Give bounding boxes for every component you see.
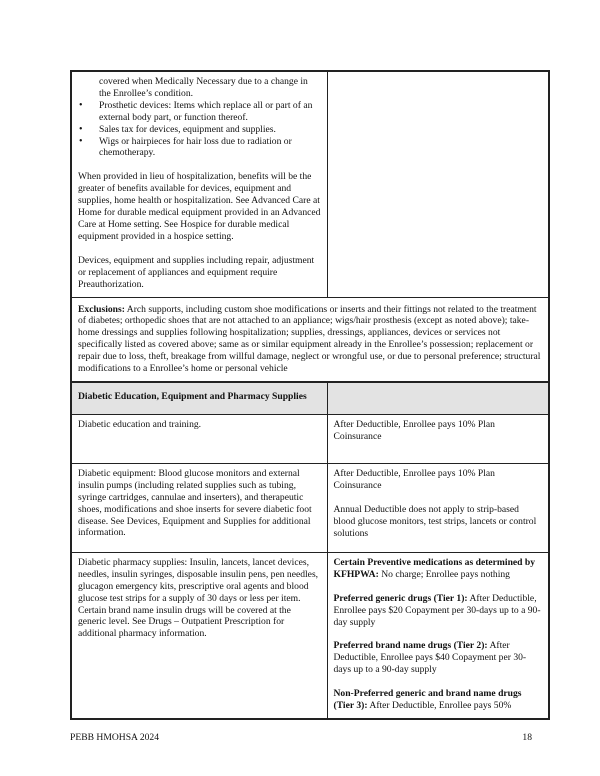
devices-cost-cell [327,71,549,297]
diabetic-benefits-table [70,381,550,720]
preauthorization-paragraph: Devices, equipment and supplies including repair, adjustment or replacement of appliances and equipment require Preauthorization. [78,254,315,290]
section-header-cell [71,382,327,414]
table-row [71,552,549,719]
tier-1 [334,593,543,629]
service-description: Diabetic education and training. [78,418,202,430]
exclusions-cell [71,297,549,384]
table-row [71,414,549,463]
service-cell [71,414,327,463]
service-cell [71,463,327,552]
tier-text: After Deductible, Enrollee pays $40 Copayment per 30-days up to a 90-day supply [333,640,527,676]
tier-label: Preferred brand name drugs (Tier 2): [333,640,488,652]
tier-text: After Deductible, Enrollee pays $20 Copayment per 30-days up to a 90-day supply [333,592,541,628]
document-name: PEBB HMOHSA 2024 [70,732,160,743]
continuation-text: covered when Medically Necessary due to a change in the Enrollee’s condition. [99,76,308,99]
section-title: Diabetic Education, Equipment and Pharmacy Supplies [78,391,307,402]
tier-text: After Deductible, Enrollee pays 50% [367,700,512,712]
bullet-item: • Wigs or hairpieces for hair loss due to radiation or chemotherapy. [78,136,321,160]
cost-note: Annual Deductible does not apply to strip-based blood glucose monitors, test strips, lancets or control solutions [333,503,537,539]
tier-label: Non-Preferred generic and brand name drugs (Tier 3): [333,688,522,712]
service-description: Diabetic pharmacy supplies: Insulin, lancets, lancet devices, needles, insulin syringes, disposable insulin pens, pen needles, glucagon emergency kits, prescriptive oral agents and blood glucose test strips for a supply of 30 days or less per item. Certain brand name insulin drugs will be covered at the generic level. See Drugs – Outpatient Prescription for additional pharmacy information. [78,556,319,640]
cost-text: After Deductible, Enrollee pays 10% Plan Coinsurance [333,467,495,491]
devices-details-row [71,71,549,297]
page-footer [70,732,532,744]
cost-cell [327,414,549,463]
tier-3 [334,688,543,712]
exclusions-row [71,297,549,384]
tier-text: No charge; Enrollee pays nothing [378,568,510,580]
page-number: 18 [522,732,532,743]
devices-bullet-list [78,100,321,160]
devices-details-cell [71,71,327,297]
service-cell [71,552,327,719]
devices-benefits-table [70,70,550,385]
exclusions-label: Exclusions: [78,303,125,315]
section-header-right-cell [327,382,549,414]
cost-cell [327,552,549,719]
tier-preventive [334,557,543,581]
tier-2 [334,640,543,676]
tier-label: Certain Preventive medications as determined by KFHPWA: [333,556,536,580]
cost-text: After Deductible, Enrollee pays 10% Plan Coinsurance [333,418,495,442]
exclusions-text: Arch supports, including custom shoe modifications or inserts and their fittings not related to the treatment of diabetes; orthopedic shoes that are not attached to an appliance; wigs/hair prosthesis (except as noted above); take-home dressings and supplies following hospitalization; supplies, dressings, appliances, devices or services not specifically listed as covered above; same as or similar equipment already in the Enrollee’s possession; replacement or repair due to loss, theft, breakage from willful damage, neglect or wrongful use, or due to personal preference; structural modifications to a Enrollee’s home or personal vehicle [78,303,541,375]
service-description: Diabetic equipment: Blood glucose monitors and external insulin pumps (including related supplies such as tubing, syringe cartridges, cannulae and inserters), and therapeutic shoes, modifications and shoe inserts for severe diabetic foot disease. See Devices, Equipment and Supplies for additional information. [78,467,312,539]
cost-cell [327,463,549,552]
section-header-row [71,382,549,414]
bullet-item: • Prosthetic devices: Items which replace all or part of an external body part, or function thereof. [78,100,321,124]
bullet-item: • Sales tax for devices, equipment and supplies. [78,124,321,136]
table-row [71,463,549,552]
hospitalization-paragraph: When provided in lieu of hospitalization, benefits will be the greater of benefits available for devices, equipment and supplies, home health or hospitalization. See Advanced Care at Home for durable medical equipment provided in an Advanced Care at Home setting. See Hospice for durable medical equipment provided in a hospice setting. [78,171,321,242]
tier-label: Preferred generic drugs (Tier 1): [333,592,468,604]
